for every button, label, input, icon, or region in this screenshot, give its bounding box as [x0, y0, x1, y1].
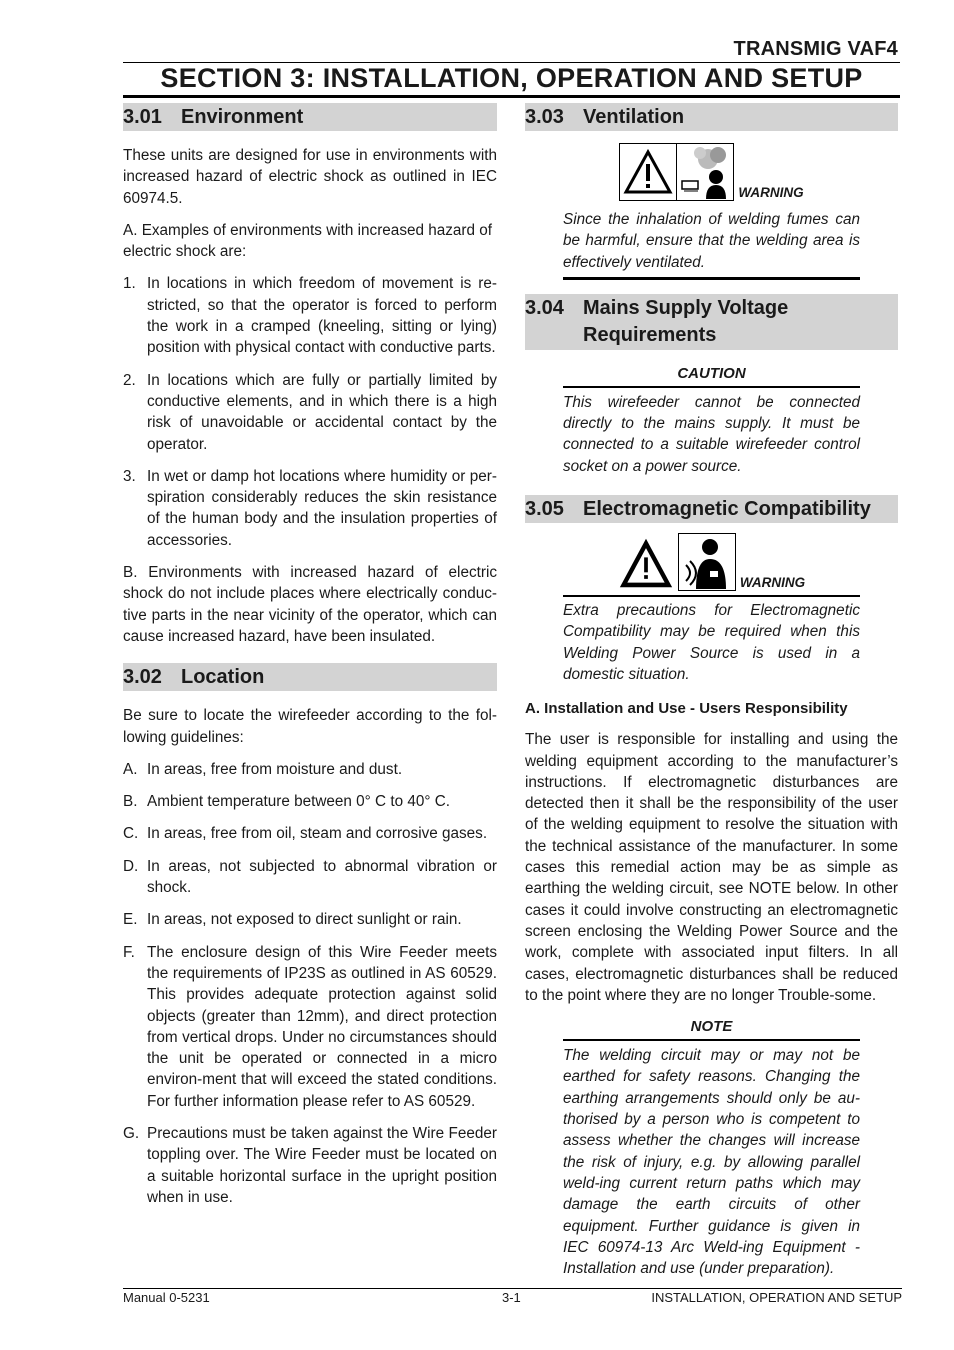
warning-triangle-icon — [619, 143, 677, 201]
heading-3-01 — [123, 103, 497, 131]
note-label: NOTE — [563, 1017, 860, 1041]
list-marker: E. — [123, 911, 138, 929]
list-marker: C. — [123, 825, 139, 843]
footer-section-name: INSTALLATION, OPERATION AND SETUP — [651, 1290, 902, 1305]
heading-text: Mains Supply Voltage Requirements — [583, 296, 789, 346]
list-text: Ambient temperature between 0° C to 40° C. — [147, 793, 451, 811]
warning-label: WARNING — [739, 575, 806, 591]
list-marker: D. — [123, 857, 139, 875]
right-column — [525, 103, 898, 1283]
heading-text: Environment — [181, 106, 304, 128]
list-text: In areas, not subjected to abnormal vibration or shock. — [147, 857, 497, 897]
emc-warning — [563, 595, 860, 689]
heading-number: 3.05 — [525, 498, 564, 521]
list-marker: B. — [123, 793, 138, 811]
list-marker: F. — [123, 943, 135, 961]
brand-title: TRANSMIG VAF4 — [733, 38, 898, 60]
caution-text: This wirefeeder cannot be connected directly to the mains supply. It must be connected to a suitable wirefeeder control socket on a power source. — [563, 393, 860, 475]
list-item — [123, 1123, 497, 1208]
paragraph: B. Environments with increased hazard of electric shock do not include places where electrically conduc-tive parts in the near vicinity of the operator, which can cause increased hazard, have been insulated. — [123, 564, 497, 645]
heading-number: 3.03 — [525, 106, 564, 128]
heading-3-04 — [525, 294, 898, 350]
list-marker: G. — [123, 1124, 140, 1142]
list-marker: 2. — [123, 371, 136, 389]
note-box — [563, 1017, 860, 1283]
left-column — [123, 103, 497, 1219]
heading-text: Location — [181, 666, 265, 689]
list-marker: A. — [123, 760, 138, 778]
list-item — [123, 273, 497, 358]
list-item — [123, 791, 497, 812]
list-text: In areas, free from oil, steam and corrosive gases. — [147, 825, 488, 843]
list-text: In wet or damp hot locations where humidity or per-spiration considerably reduces the skin resistance of the human body and the insulation properties of accessories. — [147, 467, 497, 549]
list-item — [123, 942, 497, 1112]
heading-number: 3.04 — [525, 296, 564, 319]
warning-triangle-icon — [618, 535, 674, 591]
heading-text: Electromagnetic Compatibility — [583, 498, 871, 521]
subheading: A. Installation and Use - Users Responsibility — [525, 700, 848, 718]
section-title: SECTION 3: INSTALLATION, OPERATION AND SETUP — [160, 63, 863, 93]
footer-page-number: 3-1 — [502, 1290, 521, 1305]
heading-number: 3.02 — [123, 666, 162, 689]
list-text: In locations in which freedom of movement is re-stricted, so that the operator is forced to perform the work in a cramped (kneeling, sitting or lying) position with physical contact with conductive parts. — [147, 275, 497, 357]
list-marker: 1. — [123, 275, 136, 293]
list-item — [123, 909, 497, 930]
list-item — [123, 823, 497, 844]
list-item — [123, 466, 497, 551]
pacemaker-icon — [678, 533, 736, 591]
heading-3-05 — [525, 495, 898, 523]
caution-box — [563, 364, 860, 481]
list-item — [123, 370, 497, 455]
heading-3-03 — [525, 103, 898, 131]
footer-manual-number: Manual 0-5231 — [123, 1290, 210, 1305]
list-text: In areas, free from moisture and dust. — [147, 760, 403, 778]
fumes-icon — [677, 143, 734, 201]
warning-icons — [563, 533, 860, 591]
list-item — [123, 856, 497, 899]
footer-rule — [123, 1288, 902, 1289]
heading-text: Ventilation — [583, 106, 685, 128]
caution-label: CAUTION — [563, 364, 860, 388]
warning-icons — [563, 143, 860, 201]
note-text: The welding circuit may or may not be earthed for safety reasons. Changing the earthing arrangements should only be au-thorised by a person who is competent to assess whether the changes will increase the risk of injury, e.g. by allowing parallel weld-ing current return paths which may damage the earth circuits of other equipment. Further guidance is given in IEC 60974-13 Arc Weld-ing Equipment - Installation and use (under preparation). — [563, 1047, 860, 1278]
list-marker: 3. — [123, 467, 136, 485]
paragraph: These units are designed for use in environments with increased hazard of electric shock as outlined in IEC 60974.5. — [123, 147, 497, 207]
list-text: In areas, not exposed to direct sunlight or rain. — [147, 911, 462, 929]
heading-number: 3.01 — [123, 106, 162, 128]
heading-3-02 — [123, 663, 497, 691]
list-item — [123, 759, 497, 780]
list-text: In locations which are fully or partially limited by conductive elements, and in which there is a high risk of unavoidable or accidental contact by the operator. — [147, 371, 497, 453]
paragraph: A. Examples of environments with increased hazard of electric shock are: — [123, 221, 493, 261]
list-text: The enclosure design of this Wire Feeder meets the requirements of IP23S as outlined in AS 60529. This provides adequate protection against solid objects (greater than 12mm), and direct protection from vertical drops. Under no circumstances should the unit be operated or connected in a micro environ-ment that will exceed the stated conditions. For further information please refer to AS 60529. — [147, 943, 497, 1110]
paragraph: The user is responsible for installing and using the welding equipment according to the manufacturer’s instructions. If electromagnetic disturbances are detected then it shall be the responsibility of the user of the welding equipment to resolve the situation with the technical assistance of the manufacturer. In some cases this remedial action may be as simple as earthing the welding circuit, see NOTE below. In other cases it could involve constructing an electromagnetic screen enclosing the Welding Power Source and the work, complete with associated input filters. In all cases, electromagnetic disturbances shall be reduced to the point where they are no longer Trouble-some. — [525, 731, 898, 1004]
warning-text: Extra precautions for Electromagnetic Compatibility may be required when this Welding Power Source is used in a domestic situation. — [563, 595, 860, 689]
list-text: Precautions must be taken against the Wire Feeder toppling over. The Wire Feeder must be located on a suitable horizontal surface in the upright position when in use. — [147, 1124, 497, 1206]
paragraph: Be sure to locate the wirefeeder according to the fol-lowing guidelines: — [123, 707, 497, 746]
title-rule — [123, 95, 900, 98]
warning-text: Since the inhalation of welding fumes can be harmful, ensure that the welding area is effectively ventilated. — [563, 209, 860, 280]
warning-label: WARNING — [738, 185, 804, 200]
ventilation-warning — [563, 209, 860, 280]
